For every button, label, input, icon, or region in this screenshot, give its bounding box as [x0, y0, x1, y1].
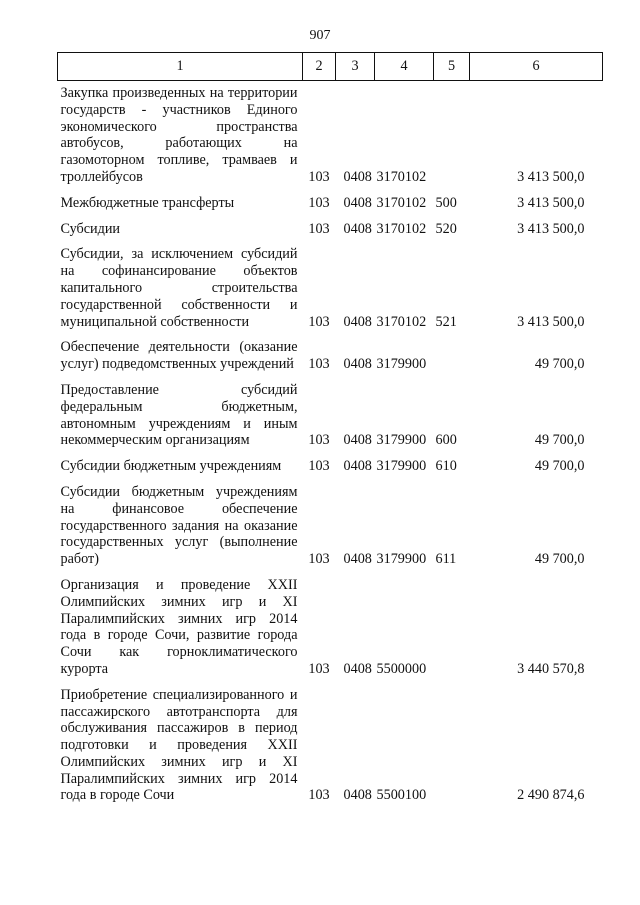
- row-expense-type: [434, 339, 470, 382]
- row-expense-type: 521: [435, 313, 457, 330]
- table-row: [58, 246, 603, 339]
- row-name: Закупка произведенных на территории государств - участников Единого экономического пространства автобусов, работающих на газомоторном топливе, трамваев и троллейбусов: [60, 85, 298, 185]
- row-section-code: 0408: [343, 551, 372, 568]
- row-amount: 3 440 570,8: [517, 660, 585, 677]
- row-section-code: 0408: [343, 458, 372, 475]
- row-amount: 49 700,0: [534, 458, 585, 475]
- row-amount: 3 413 500,0: [517, 194, 585, 211]
- row-target-article: 3170102: [376, 194, 427, 211]
- row-ministry-code: 103: [308, 356, 330, 373]
- row-amount: 2 490 874,6: [517, 787, 585, 804]
- row-name: Субсидии: [60, 220, 121, 237]
- row-target-article: 5500000: [376, 660, 427, 677]
- row-target-article: 3179900: [376, 458, 427, 475]
- row-target-article: 3179900: [376, 432, 427, 449]
- row-target-article: 3179900: [376, 356, 427, 373]
- row-name: Субсидии бюджетным учреждениям: [60, 458, 282, 475]
- row-section-code: 0408: [343, 168, 372, 185]
- table-row: [58, 577, 603, 687]
- table-row: [58, 195, 603, 221]
- row-name: Приобретение специализированного и пассажирского автотранспорта для обслуживания пассажиров в период подготовки и проведения XXII Олимпийских зимних игр и XI Паралимпийских зимних игр 2014 года в городе Сочи: [60, 686, 298, 804]
- row-section-code: 0408: [343, 356, 372, 373]
- row-expense-type: 600: [435, 432, 457, 449]
- row-expense-type: 520: [435, 220, 457, 237]
- row-ministry-code: 103: [308, 660, 330, 677]
- table-row: [58, 687, 603, 814]
- row-amount: 49 700,0: [534, 432, 585, 449]
- row-target-article: 5500100: [376, 787, 427, 804]
- header-col-5: 5: [434, 53, 470, 81]
- table-row: [58, 484, 603, 577]
- row-expense-type: 611: [435, 551, 457, 568]
- table-body: [58, 81, 603, 814]
- row-name: Предоставление субсидий федеральным бюджетным, автономным учреждениям и иным некоммерческим организациям: [60, 381, 298, 449]
- row-ministry-code: 103: [308, 220, 330, 237]
- row-target-article: 3170102: [376, 220, 427, 237]
- row-ministry-code: 103: [308, 551, 330, 568]
- header-col-6: 6: [470, 53, 603, 81]
- row-section-code: 0408: [343, 313, 372, 330]
- row-section-code: 0408: [343, 194, 372, 211]
- row-expense-type: 610: [435, 458, 457, 475]
- table-row: [58, 221, 603, 247]
- row-name: Организация и проведение XXII Олимпийских зимних игр и XI Паралимпийских зимних игр 2014 года в городе Сочи, развитие города Сочи как горноклиматического курорта: [60, 576, 298, 677]
- row-target-article: 3170102: [376, 313, 427, 330]
- header-col-1: 1: [58, 53, 303, 81]
- budget-table: [57, 52, 603, 813]
- row-name: Обеспечение деятельности (оказание услуг) подведомственных учреждений: [60, 339, 298, 373]
- header-col-4: 4: [375, 53, 434, 81]
- row-amount: 49 700,0: [534, 356, 585, 373]
- row-ministry-code: 103: [308, 458, 330, 475]
- row-expense-type: 500: [435, 194, 457, 211]
- row-name: Субсидии бюджетным учреждениям на финансовое обеспечение государственного задания на оказание государственных услуг (выполнение работ): [60, 483, 298, 568]
- row-amount: 3 413 500,0: [517, 313, 585, 330]
- table-row: [58, 458, 603, 484]
- header-col-3: 3: [336, 53, 375, 81]
- row-ministry-code: 103: [308, 313, 330, 330]
- table-row: [58, 339, 603, 382]
- row-expense-type: [434, 577, 470, 687]
- row-name: Субсидии, за исключением субсидий на софинансирование объектов капитального строительства государственной собственности и муниципальной собственности: [60, 246, 298, 330]
- row-section-code: 0408: [343, 787, 372, 804]
- row-target-article: 3170102: [376, 168, 427, 185]
- table-header: [58, 53, 603, 81]
- row-section-code: 0408: [343, 220, 372, 237]
- row-ministry-code: 103: [308, 194, 330, 211]
- row-expense-type: [434, 687, 470, 814]
- table-row: [58, 382, 603, 458]
- row-ministry-code: 103: [308, 787, 330, 804]
- header-col-2: 2: [303, 53, 336, 81]
- row-amount: 3 413 500,0: [517, 168, 585, 185]
- row-amount: 49 700,0: [534, 551, 585, 568]
- row-ministry-code: 103: [308, 168, 330, 185]
- row-ministry-code: 103: [308, 432, 330, 449]
- row-amount: 3 413 500,0: [517, 220, 585, 237]
- page-number: 907: [309, 28, 331, 43]
- row-expense-type: [434, 81, 470, 195]
- row-name: Межбюджетные трансферты: [60, 194, 235, 211]
- row-section-code: 0408: [343, 660, 372, 677]
- row-target-article: 3179900: [376, 551, 427, 568]
- row-section-code: 0408: [343, 432, 372, 449]
- table-row: [58, 81, 603, 195]
